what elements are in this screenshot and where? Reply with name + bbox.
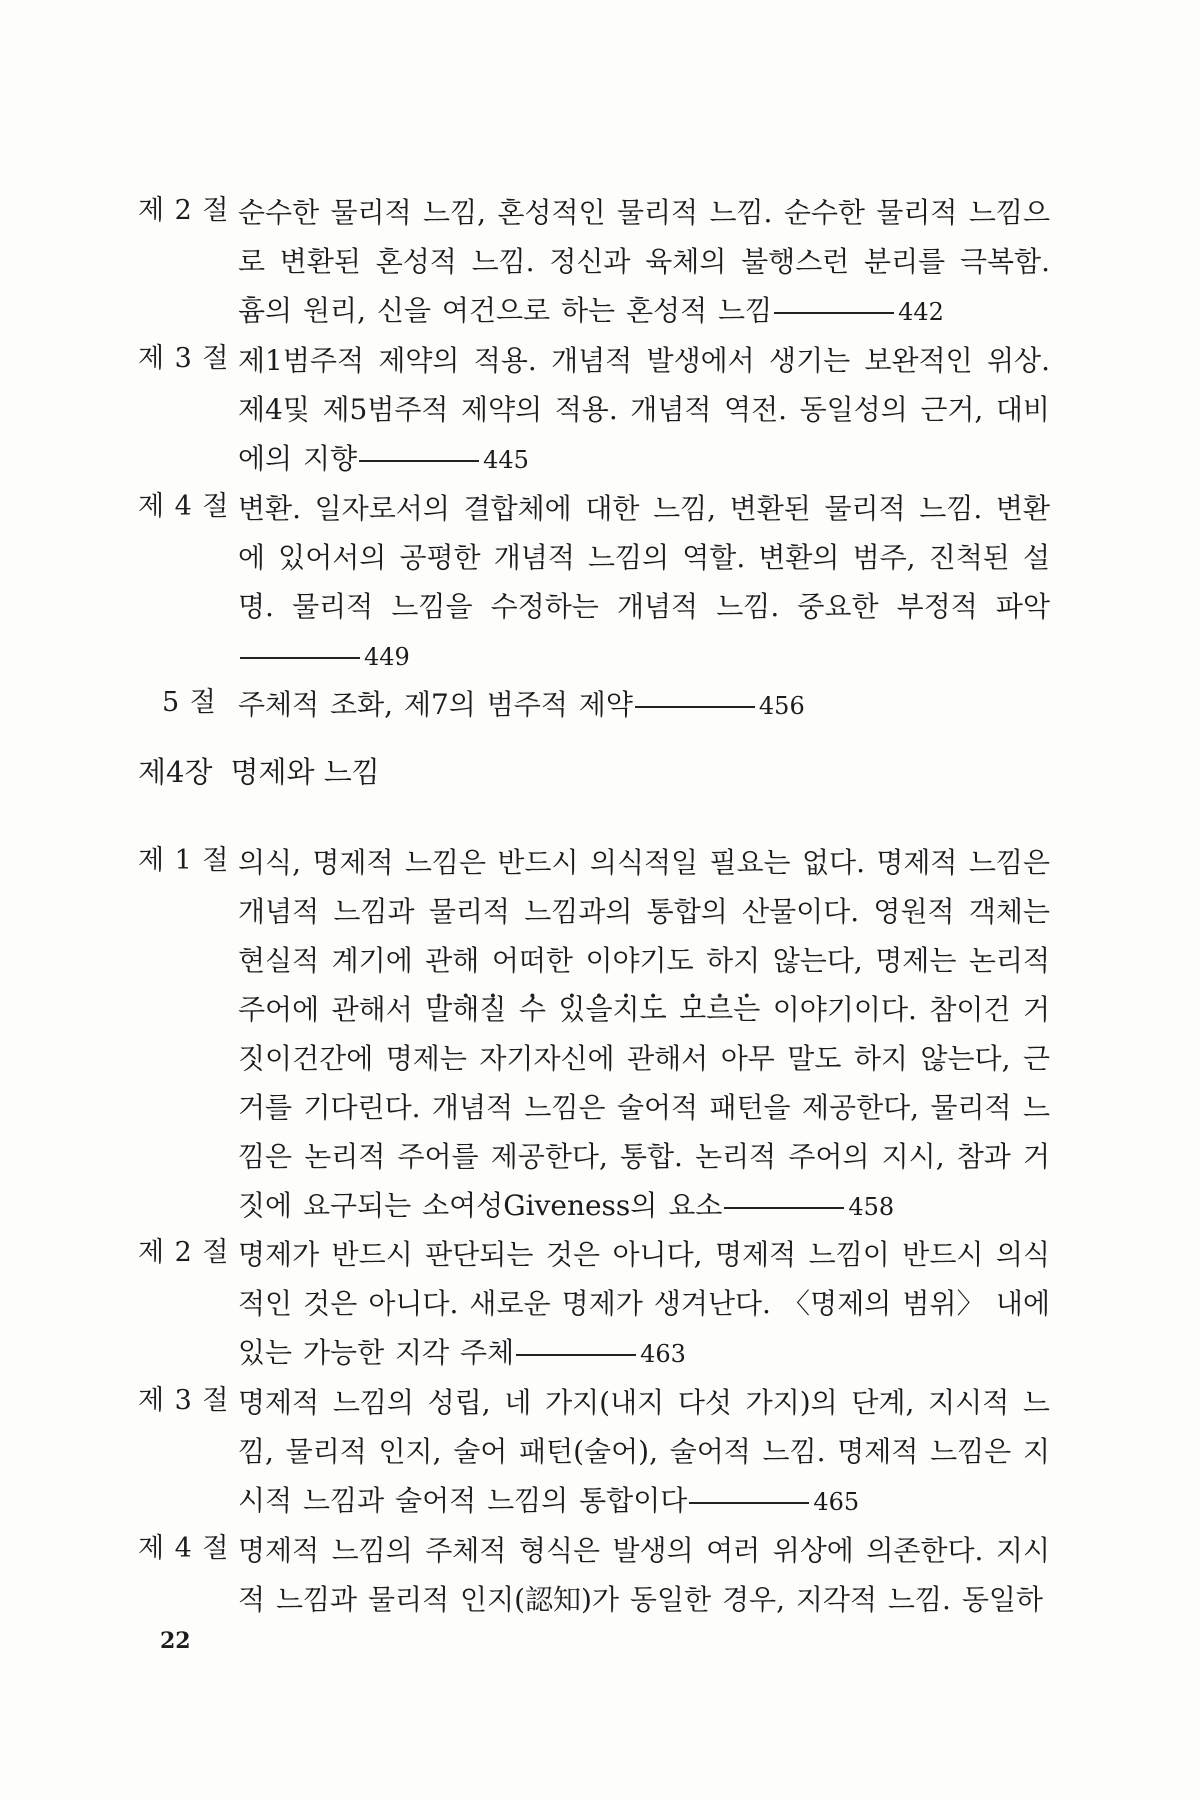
section-text: 명제적 느낌의 성립, 네 가지(내지 다섯 가지)의 단계, 지시적 느낌, 물리적 인지, 술어 패턴(술어), 술어적 느낌. 명제적 느낌은 지시적 느낌과 술어적 느낌의 통합이다 <box>238 1386 1050 1517</box>
emphasized-text <box>425 993 760 1026</box>
emphasis-char: 지 <box>612 993 640 1026</box>
page-reference: 463 <box>640 1340 686 1368</box>
page-reference: 442 <box>898 298 944 326</box>
section-text: 명제가 반드시 판단되는 것은 아니다, 명제적 느낌이 반드시 의식적인 것은 아니다. 새로운 명제가 생겨난다. 〈명제의 범위〉 내에 있는 가능한 지각 주체 <box>238 1238 1050 1369</box>
section-text: 주체적 조화, 제7의 범주적 제약 <box>238 688 633 721</box>
section-text: 순수한 물리적 느낌, 혼성적인 물리적 느낌. 순수한 물리적 느낌으로 변환된 혼성적 느낌. 정신과 육체의 불행스런 분리를 극복함. 흄의 원리, 신을 여건으로 하는 혼성적 느낌 <box>238 196 1050 327</box>
page-reference: 465 <box>813 1488 860 1516</box>
leader-dash <box>240 657 360 659</box>
leader-dash <box>689 1502 809 1504</box>
section-summary <box>238 1378 1050 1527</box>
section-summary <box>238 336 1050 485</box>
leader-dash <box>774 312 894 314</box>
page-reference: 445 <box>483 446 529 474</box>
section-number: 5 절 <box>162 687 217 718</box>
leader-dash <box>359 460 479 462</box>
section-text: 의식, 명제적 느낌은 반드시 의식적일 필요는 없다. 명제적 느낌은 개념적 느낌과 물리적 느낌과의 통합의 산물이다. 영원적 객체는 현실적 계기에 관해 어떠한 이야기도 하지 않는다, 명제는 논리적 주어에 관해서 <box>238 846 1050 1026</box>
leader-dash <box>724 1207 844 1209</box>
chapter-label: 제4장 <box>138 755 213 789</box>
emphasis-char <box>546 993 558 1026</box>
section-summary <box>238 680 1050 731</box>
leader-dash <box>635 706 755 708</box>
section-number: 제 2 절 <box>138 195 230 226</box>
emphasis-char: 모 <box>679 993 707 1026</box>
section-text: 변환. 일자로서의 결합체에 대한 느낌, 변환된 물리적 느낌. 변환에 있어서의 공평한 개념적 느낌의 역할. 변환의 범주, 진척된 설명. 물리적 느낌을 수정하는 개념적 느낌. 중요한 부정적 파악 <box>238 492 1050 623</box>
section-summary <box>238 1526 1050 1624</box>
emphasis-char: 해 <box>452 993 480 1026</box>
emphasis-char: 질 <box>479 993 507 1026</box>
section-summary <box>238 484 1050 682</box>
emphasis-char <box>506 993 518 1026</box>
emphasis-char: 는 <box>733 993 761 1026</box>
emphasis-char: 수 <box>518 993 546 1026</box>
section-number: 제 4 절 <box>138 1533 230 1564</box>
section-summary <box>238 838 1050 1232</box>
emphasis-char <box>667 993 679 1026</box>
page-reference: 458 <box>848 1193 895 1221</box>
section-number: 제 1 절 <box>138 845 230 876</box>
page-number: 22 <box>160 1628 191 1654</box>
emphasis-char: 르 <box>706 993 734 1026</box>
section-summary <box>238 188 1050 337</box>
section-number: 제 2 절 <box>138 1237 230 1268</box>
emphasis-char: 말 <box>425 993 453 1026</box>
section-number: 제 3 절 <box>138 343 230 374</box>
section-text: 명제적 느낌의 주체적 형식은 발생의 여러 위상에 의존한다. 지시적 느낌과 물리적 인지(認知)가 동일한 경우, 지각적 느낌. 동일하 <box>238 1534 1050 1616</box>
section-text-cont: 이야기이다. 참이건 거짓이건간에 명제는 자기자신에 관해서 아무 말도 하지 않는다, 근거를 기다린다. 개념적 느낌은 술어적 패턴을 제공한다, 물리적 느낌은 논리적 주어를 제공한다, 통합. 논리적 주어의 지시, 참과 거짓에 요구되는 소여성Giveness의 요소 <box>238 993 1051 1222</box>
section-number: 제 3 절 <box>138 1385 230 1416</box>
leader-dash <box>516 1354 636 1356</box>
page-reference: 456 <box>758 692 805 720</box>
emphasis-char: 을 <box>585 993 613 1026</box>
emphasis-char: 있 <box>558 993 586 1026</box>
page-reference: 449 <box>364 643 410 671</box>
chapter-heading <box>138 752 380 792</box>
emphasis-char: 도 <box>639 993 667 1026</box>
chapter-title: 명제와 느낌 <box>230 755 380 789</box>
section-number: 제 4 절 <box>138 491 230 522</box>
section-text: 제1범주적 제약의 적용. 개념적 발생에서 생기는 보완적인 위상. 제4및 제5범주적 제약의 적용. 개념적 역전. 동일성의 근거, 대비에의 지향 <box>238 344 1050 475</box>
section-summary <box>238 1230 1050 1379</box>
